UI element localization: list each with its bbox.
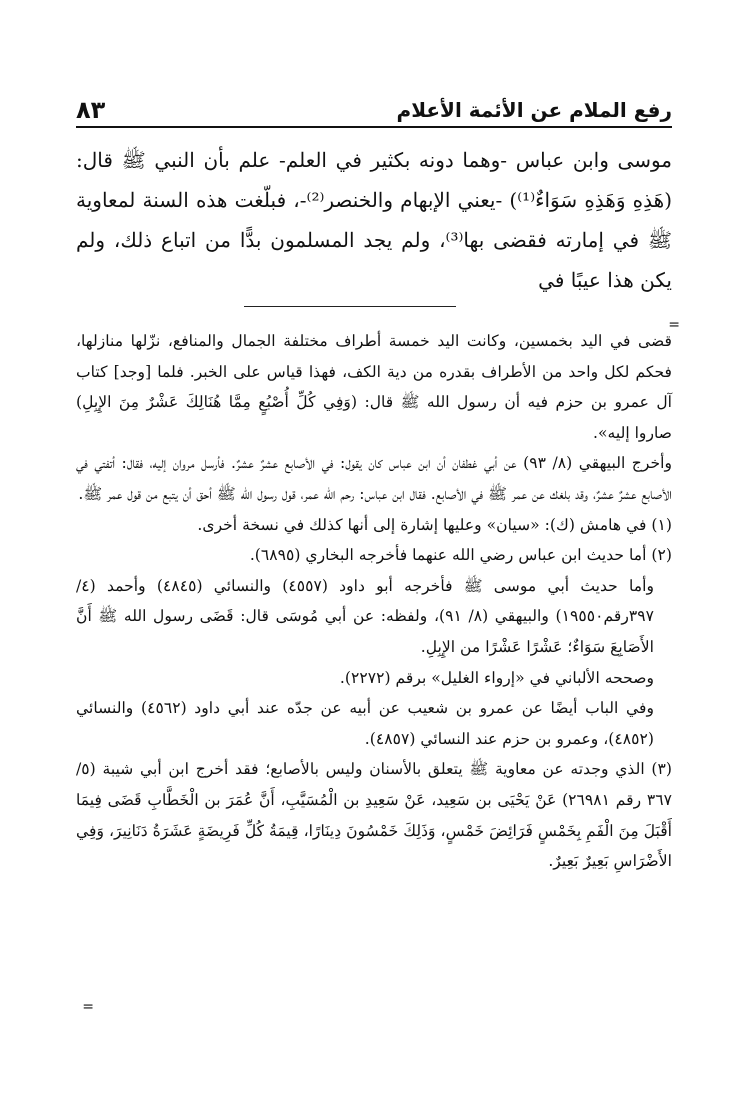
footnote-2-paragraph: وفي الباب أيضًا عن عمرو بن شعيب عن أبيه عن جدّه عند أبي داود (٤٥٦٢) والنسائي (٤٨٥٢)، وعمرو بن حزم عند النسائي (٤٨٥٧). xyxy=(76,699,654,748)
footnotes xyxy=(76,326,672,877)
footnote-2: (٢) أما حديث ابن عباس رضي الله عنهما فأخرجه البخاري (٦٨٩٥). xyxy=(249,546,672,565)
page-number: ٨٣ xyxy=(76,96,106,124)
footnote-continuation-paragraph: قضى في اليد بخمسين، وكانت اليد خمسة أطراف مختلفة الجمال والمنافع، نزّلها منازلها، فحكم لكل واحد من الأطراف بقدره من دية الكف، فهذا قياس على الخبر. فلما [وجد] كتاب آل عمرو بن حزم فيه أن رسول الله ﷺ قال: (وَفِي كُلِّ أُصْبُعٍ مِمَّا هُنَالِكَ عَشْرٌ مِنَ الإِبِلِ) صاروا إليه». xyxy=(76,332,672,442)
page-header xyxy=(76,84,672,124)
continuation-mark-bottom: = xyxy=(82,999,94,1015)
footnote-2-paragraph: وصححه الألباني في «إرواء الغليل» برقم (٢٢٧٢). xyxy=(339,668,654,687)
footnote-1: (١) في هامش (ك): «سيان» وعليها إشارة إلى أنها كذلك في نسخة أخرى. xyxy=(197,515,672,534)
main-paragraph: موسى وابن عباس -وهما دونه بكثير في العلم- علم بأن النبي ﷺ قال: (هَذِهِ وَهَذِهِ سَوَاءٌ⁽¹⁾) -يعني الإبهام والخنصر⁽²⁾-، فبلّغت هذه السنة لمعاوية ﷺ في إمارته فقضى بها⁽³⁾، ولم يجد المسلمون بدًّا من اتباع ذلك، ولم يكن هذا عيبًا في xyxy=(76,148,673,292)
footnote-3: (٣) الذي وجدته عن معاوية ﷺ يتعلق بالأسنان وليس بالأصابع؛ فقد أخرج ابن أبي شيبة (٥/ ٣٦٧ رقم ٢٦٩٨١) عَنْ يَحْيَى بن سَعِيد، عَنْ سَعِيدِ بن الْمُسَيَّبِ، أَنَّ عُمَرَ بن الْخَطَّابِ قَضَى فِيمَا أَقْبَلَ مِنَ الْفَمِ بِخَمْسٍ فَرَائِضَ خَمْسٍ، وَذَلِكَ خَمْسُونَ دِينَارًا، قِيمَةُ كُلِّ فَرِيضَةٍ عَشَرَةُ دَنَانِيرَ، وَفِي الأَضْرَاسِ بَعِيرٌ بَعِيرٌ. xyxy=(76,760,672,871)
header-rule xyxy=(76,126,672,128)
continuation-mark-top: = xyxy=(668,317,680,333)
footnote-2-paragraph: وأما حديث أبي موسى ﷺ فأخرجه أبو داود (٤٥٥٧) والنسائي (٤٨٤٥) وأحمد (٤/ ٣٩٧رقم١٩٥٥٠) والبيهقي (٨/ ٩١)، ولفظه: عن أبي مُوسَى قال: قَضَى رسول الله ﷺ أَنَّ الأَصَابِعَ سَوَاءٌ؛ عَشْرًا عَشْرًا من الإِبِلِ. xyxy=(76,576,654,656)
footnote-separator xyxy=(244,306,456,307)
footnote-continuation-paragraph: وأخرج البيهقي (٨/ ٩٣) عن أبي غطفان أن ابن عباس كان يقول: في الأصابع عشرٌ عشرٌ. فأرسل مروان إليه، فقال: أتفتي في الأصابع عشرٌ عشرٌ، وقد بلغك عن عمر ﷺ في الأصابع. فقال ابن عباس: رحم الله عمر، قول رسول الله ﷺ أحق أن يتبع من قول عمر ﷺ. xyxy=(76,454,672,503)
running-title: رفع الملام عن الأئمة الأعلام xyxy=(396,98,672,122)
main-text xyxy=(76,140,672,300)
